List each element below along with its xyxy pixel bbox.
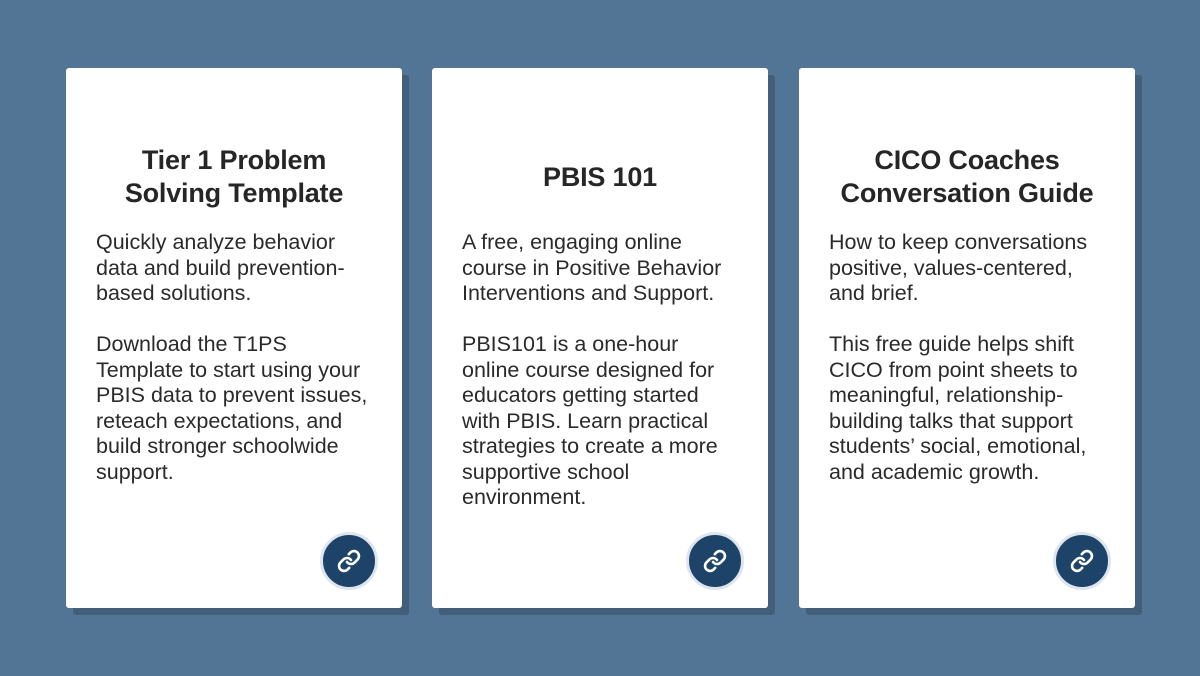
- open-link-button[interactable]: [1053, 532, 1111, 590]
- link-icon: [337, 549, 361, 573]
- resource-card-cico: [799, 68, 1135, 608]
- open-link-button[interactable]: [320, 532, 378, 590]
- card-summary: Quickly analyze behavior data and build prevention-based solutions.: [96, 230, 345, 305]
- card-title: Tier 1 Problem Solving Template: [124, 145, 344, 208]
- card-description: This free guide helps shift CICO from point sheets to meaningful, relationship-building talks that support students’ social, emotional, and academic growth.: [829, 332, 1087, 484]
- link-icon: [1070, 549, 1094, 573]
- link-icon: [703, 549, 727, 573]
- card-summary: A free, engaging online course in Positive Behavior Interventions and Support.: [462, 230, 722, 305]
- card-title: PBIS 101: [543, 161, 657, 192]
- card-title: CICO Coaches Conversation Guide: [840, 145, 1094, 208]
- resource-card-t1ps: [66, 68, 402, 608]
- open-link-button[interactable]: [686, 532, 744, 590]
- card-description: Download the T1PS Template to start using your PBIS data to prevent issues, reteach expectations, and build stronger schoolwide support.: [96, 332, 368, 484]
- card-description: PBIS101 is a one-hour online course designed for educators getting started with PBIS. Learn practical strategies to create a more supportive school environment.: [462, 332, 718, 509]
- resource-card-pbis101: [432, 68, 768, 608]
- card-summary: How to keep conversations positive, values-centered, and brief.: [829, 230, 1088, 305]
